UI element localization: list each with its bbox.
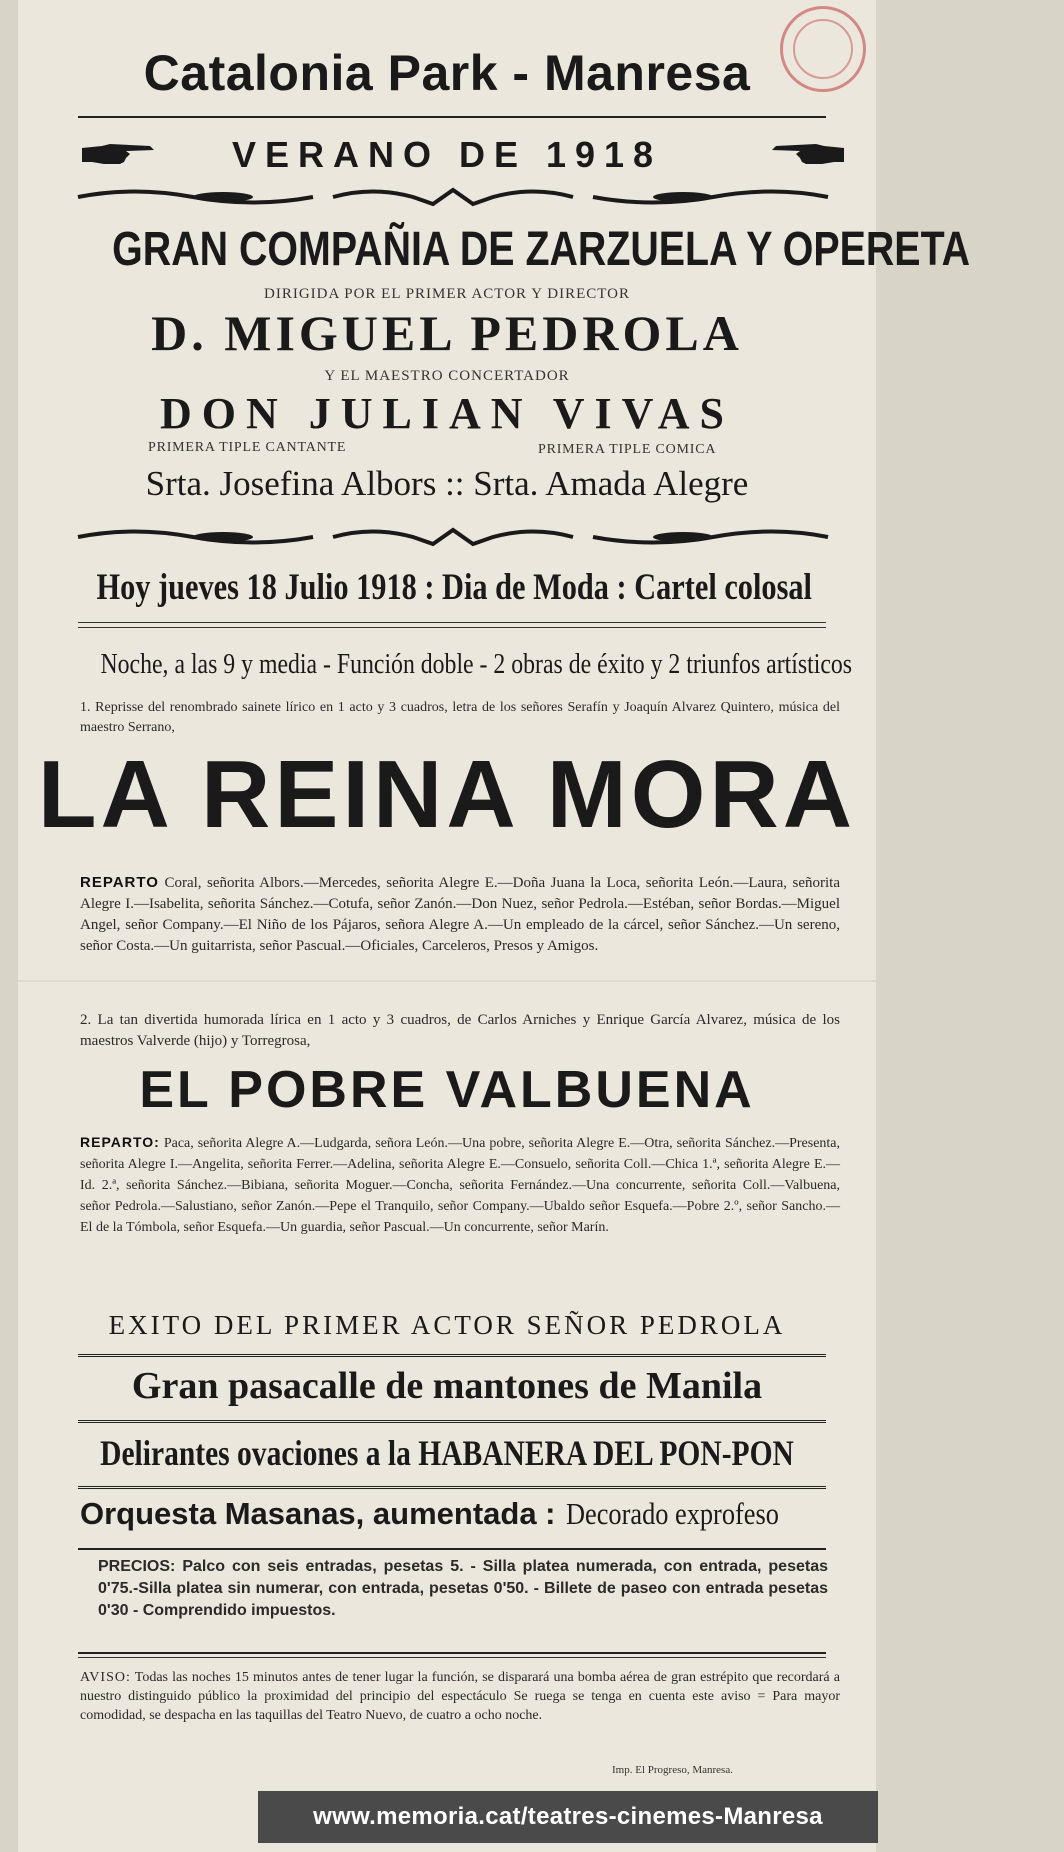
orquesta-row bbox=[80, 1496, 840, 1532]
date-line-text: Hoy jueves 18 Julio 1918 : Dia de Moda : Cartel colosal bbox=[96, 567, 812, 608]
work2-title: EL POBRE VALBUENA bbox=[139, 1061, 755, 1119]
rule-under-date bbox=[78, 622, 826, 623]
tiple-comica-label: PRIMERA TIPLE COMICA bbox=[538, 442, 717, 457]
venue-title: Catalonia Park - Manresa bbox=[143, 45, 751, 101]
rule-pasacalle bbox=[78, 1420, 826, 1423]
work1-intro: 1. Reprisse del renombrado sainete lírico en 1 acto y 3 cuadros, letra de los señores Serafín y Joaquín Alvarez Quintero, música del maestro Serrano, bbox=[80, 700, 840, 735]
orquesta-line: Orquesta Masanas, aumentada : bbox=[80, 1496, 556, 1531]
work1-reparto-label: REPARTO bbox=[80, 874, 159, 891]
rule-orquesta bbox=[78, 1548, 826, 1550]
work1-title: LA REINA MORA bbox=[37, 741, 857, 848]
rule-precios-2 bbox=[78, 1657, 826, 1658]
tiple-cantante-label: PRIMERA TIPLE CANTANTE bbox=[148, 440, 347, 455]
company-title-text: GRAN COMPAÑIA DE ZARZUELA Y OPERETA bbox=[112, 223, 971, 276]
work2-intro: 2. La tan divertida humorada lírica en 1 acto y 3 cuadros, de Carlos Arniches y Enrique García Alvarez, música de los maestros Valverde (hijo) y Torregrosa, bbox=[80, 1012, 840, 1049]
date-line bbox=[18, 566, 876, 609]
aviso-label: AVISO: bbox=[80, 1670, 131, 1685]
rule-habanera bbox=[78, 1486, 826, 1489]
rule-precios bbox=[78, 1652, 826, 1654]
precios-block bbox=[98, 1556, 828, 1622]
director-name: D. MIGUEL PEDROLA bbox=[151, 305, 743, 361]
work2-reparto-label: REPARTO: bbox=[80, 1134, 160, 1150]
fold-line bbox=[18, 980, 876, 982]
ornament-divider-2 bbox=[73, 524, 833, 550]
imprenta-label: Imp. El Progreso, Manresa. bbox=[612, 1764, 733, 1776]
watermark-url: www.memoria.cat/teatres-cinemes-Manresa bbox=[258, 1791, 878, 1843]
function-line bbox=[18, 648, 876, 681]
habanera-line bbox=[18, 1432, 876, 1474]
company-title bbox=[18, 222, 971, 277]
tiples-names: Srta. Josefina Albors :: Srta. Amada Alegre bbox=[145, 464, 749, 503]
work2-reparto-text: Paca, señorita Alegre A.—Ludgarda, señora León.—Una pobre, señorita Alegre E.—Otra, señorita Sánchez.—Presenta, señorita Alegre I.—Angelita, señorita Ferrer.—Adelina, señorita Alegre E.—Consuelo, señorita Coll.—Chica 1.ª, señorita Alegre E.—Id. 2.ª, señorita Sánchez.—Bibiana, señorita Moguer.—Concha, señorita Fernández.—Una concurrente, señorita Coll.—Valbuena, señor Pedrola.—Salustiano, señor Zanón.—Pepe el Tranquilo, señor Company.—Ubaldo señor Esquefa.—Pobre 2.º, señor Sancho.—El de la Tómbola, señor Esquefa.—Un guardia, señor Pascual.—Un concurrente, señor Marín. bbox=[80, 1136, 841, 1235]
work1-reparto bbox=[80, 872, 840, 957]
exito-line: EXITO DEL PRIMER ACTOR SEÑOR PEDROLA bbox=[108, 1310, 786, 1340]
rule-exito bbox=[78, 1354, 826, 1357]
aviso-text: Todas las noches 15 minutos antes de tener lugar la función, se disparará una bomba aérea de gran estrépito que recordará a nuestro distinguido público la proximidad del principio del espectáculo Se ruega se tenga en cuenta este aviso = Para mayor comodidad, se despacha en las taquillas del Teatro Nuevo, de cuatro a ocho noche. bbox=[80, 1670, 840, 1723]
ornament-divider bbox=[73, 184, 833, 210]
precios-text: Palco con seis entradas, pesetas 5. - Silla platea numerada, con entrada, pesetas 0'75.-Silla platea sin numerar, con entrada, pesetas 0'50. - Billete de paseo con entrada pesetas 0'30 - Comprendido impuestos. bbox=[98, 1558, 828, 1619]
precios-label: PRECIOS: bbox=[98, 1558, 176, 1575]
header-rule bbox=[78, 116, 826, 118]
work1-reparto-text: Coral, señorita Albors.—Mercedes, señorita Alegre E.—Doña Juana la Loca, señorita León.—Laura, señorita Alegre I.—Isabelita, señorita Sánchez.—Cotufa, señor Zanón.—Don Nuez, señor Pedrola.—Estéban, señor Bordas.—Miguel Angel, señor Company.—El Niño de los Pájaros, señora Alegre A.—Un empleado de la cárcel, señor Sánchez.—Un sereno, señor Costa.—Un guitarrista, señor Pascual.—Oficiales, Carceleros, Presos y Amigos. bbox=[80, 875, 841, 954]
function-line-text: Noche, a las 9 y media - Función doble - 2 obras de éxito y 2 triunfos artísticos bbox=[100, 648, 853, 680]
work2-reparto bbox=[80, 1132, 840, 1238]
maestro-label: Y EL MAESTRO CONCERTADOR bbox=[324, 368, 570, 384]
aviso-block bbox=[80, 1668, 840, 1725]
directed-label: DIRIGIDA POR EL PRIMER ACTOR Y DIRECTOR bbox=[264, 286, 630, 302]
decorado-line: Decorado exprofeso bbox=[565, 1496, 779, 1531]
pointing-hand-left-icon bbox=[766, 140, 846, 170]
poster bbox=[18, 0, 971, 1852]
maestro-name: DON JULIAN VIVAS bbox=[159, 389, 735, 438]
rule-under-date-2 bbox=[78, 627, 826, 628]
pasacalle-line: Gran pasacalle de mantones de Manila bbox=[131, 1365, 763, 1407]
habanera-line-text: Delirantes ovaciones a la HABANERA DEL PON-PON bbox=[100, 1433, 794, 1473]
season-title: VERANO DE 1918 bbox=[231, 134, 663, 175]
